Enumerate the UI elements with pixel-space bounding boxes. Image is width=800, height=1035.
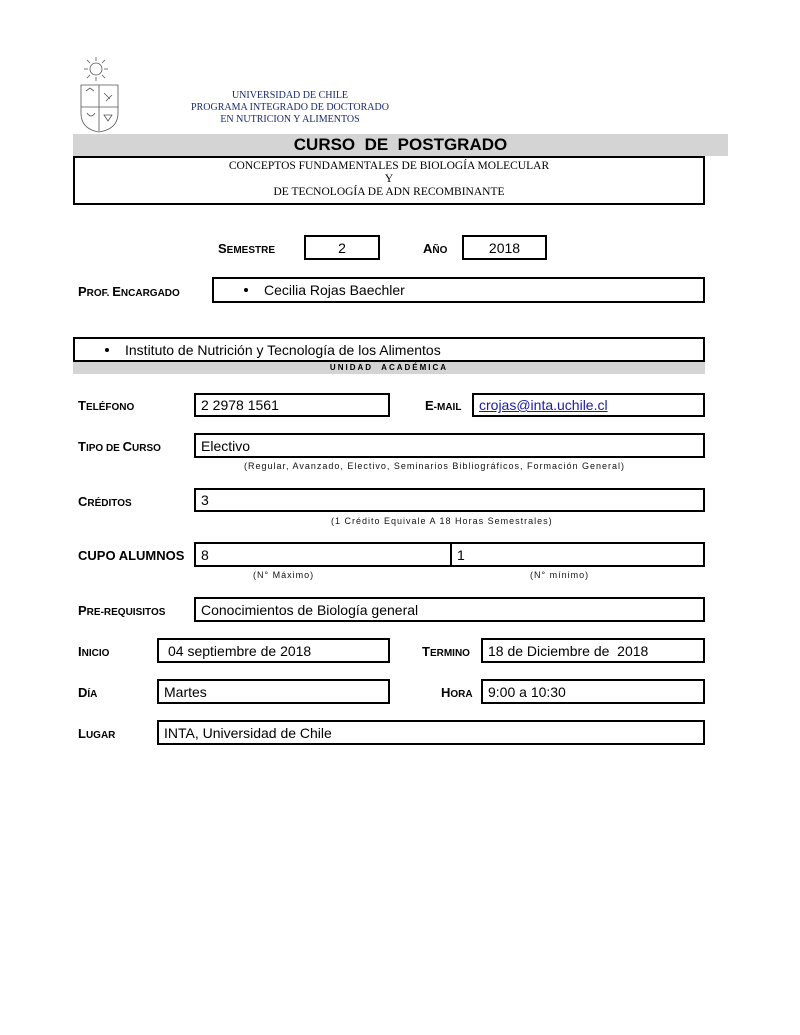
- academic-unit-caption: UNIDAD ACADÉMICA: [329, 363, 449, 372]
- bullet-icon: [244, 288, 248, 292]
- end-value: 18 de Diciembre de 2018: [488, 642, 649, 659]
- credits-hint: (1 Crédito Equivale A 18 Horas Semestrales): [331, 516, 553, 526]
- prerequisites-value: Conocimientos de Biología general: [201, 601, 419, 618]
- start-label: INICIO: [78, 644, 110, 659]
- time-label: HORA: [441, 685, 473, 700]
- bullet-icon: [105, 348, 109, 352]
- semester-field[interactable]: [304, 235, 380, 260]
- university-line-2: PROGRAMA INTEGRADO DE DOCTORADO: [191, 102, 389, 113]
- capacity-max-value: 8: [201, 546, 209, 563]
- day-label: DÍA: [78, 685, 98, 700]
- year-label: AÑO: [423, 241, 448, 256]
- credits-label: CRÉDITOS: [78, 494, 132, 509]
- course-type-field[interactable]: [194, 433, 705, 458]
- page-title: CURSO DE POSTGRADO: [293, 135, 508, 154]
- end-label: TERMINO: [422, 644, 470, 659]
- year-field[interactable]: [462, 235, 547, 260]
- day-field[interactable]: [157, 679, 390, 704]
- prerequisites-label: PRE-REQUISITOS: [78, 603, 166, 618]
- academic-unit-value: Instituto de Nutrición y Tecnología de los Alimentos: [125, 341, 441, 358]
- place-value: INTA, Universidad de Chile: [164, 724, 332, 741]
- credits-field[interactable]: [194, 488, 705, 512]
- end-field[interactable]: [481, 638, 705, 663]
- phone-value: 2 2978 1561: [201, 397, 279, 413]
- start-value: 04 septiembre de 2018: [168, 642, 312, 659]
- phone-field[interactable]: [194, 393, 390, 417]
- university-name: [110, 90, 470, 126]
- place-label: LUGAR: [78, 726, 116, 741]
- course-name-line-3: DE TECNOLOGÍA DE ADN RECOMBINANTE: [273, 186, 505, 198]
- credits-value: 3: [201, 492, 209, 508]
- university-line-3: EN NUTRICION Y ALIMENTOS: [220, 114, 360, 125]
- course-name-line-2: Y: [384, 173, 394, 185]
- phone-label: TELÉFONO: [78, 398, 135, 413]
- semester-value: 2: [338, 239, 346, 256]
- capacity-max-hint: (N° Máximo): [253, 570, 315, 580]
- capacity-min-hint: (N° mínimo): [530, 570, 590, 580]
- course-name-line-1: CONCEPTOS FUNDAMENTALES DE BIOLOGÍA MOLECULAR: [228, 160, 550, 172]
- capacity-min-value: 1: [457, 546, 465, 563]
- start-field[interactable]: [157, 638, 390, 663]
- email-label: E-MAIL: [425, 398, 462, 413]
- year-value: 2018: [488, 239, 521, 256]
- place-field[interactable]: [157, 720, 705, 745]
- academic-unit-field[interactable]: [73, 337, 705, 362]
- semester-label: SEMESTRE: [218, 241, 276, 256]
- capacity-label: CUPO ALUMNOS: [78, 548, 185, 563]
- time-value: 9:00 a 10:30: [488, 683, 566, 700]
- time-field[interactable]: [481, 679, 705, 704]
- prerequisites-field[interactable]: [194, 597, 705, 622]
- capacity-min-field[interactable]: [450, 542, 705, 567]
- course-name-box: [73, 156, 705, 205]
- professor-label: PROF. ENCARGADO: [78, 284, 180, 299]
- course-type-value: Electivo: [201, 437, 251, 454]
- university-line-1: UNIVERSIDAD DE CHILE: [231, 90, 349, 101]
- professor-value: Cecilia Rojas Baechler: [264, 282, 405, 298]
- capacity-max-field[interactable]: [194, 542, 452, 567]
- day-value: Martes: [164, 683, 207, 700]
- course-type-label: TIPO DE CURSO: [78, 439, 161, 454]
- email-link[interactable]: crojas@inta.uchile.cl: [479, 397, 608, 413]
- email-field[interactable]: [472, 393, 705, 417]
- course-type-hint: (Regular, Avanzado, Electivo, Seminarios Bibliográficos, Formación General): [244, 461, 625, 471]
- professor-field[interactable]: [212, 277, 705, 303]
